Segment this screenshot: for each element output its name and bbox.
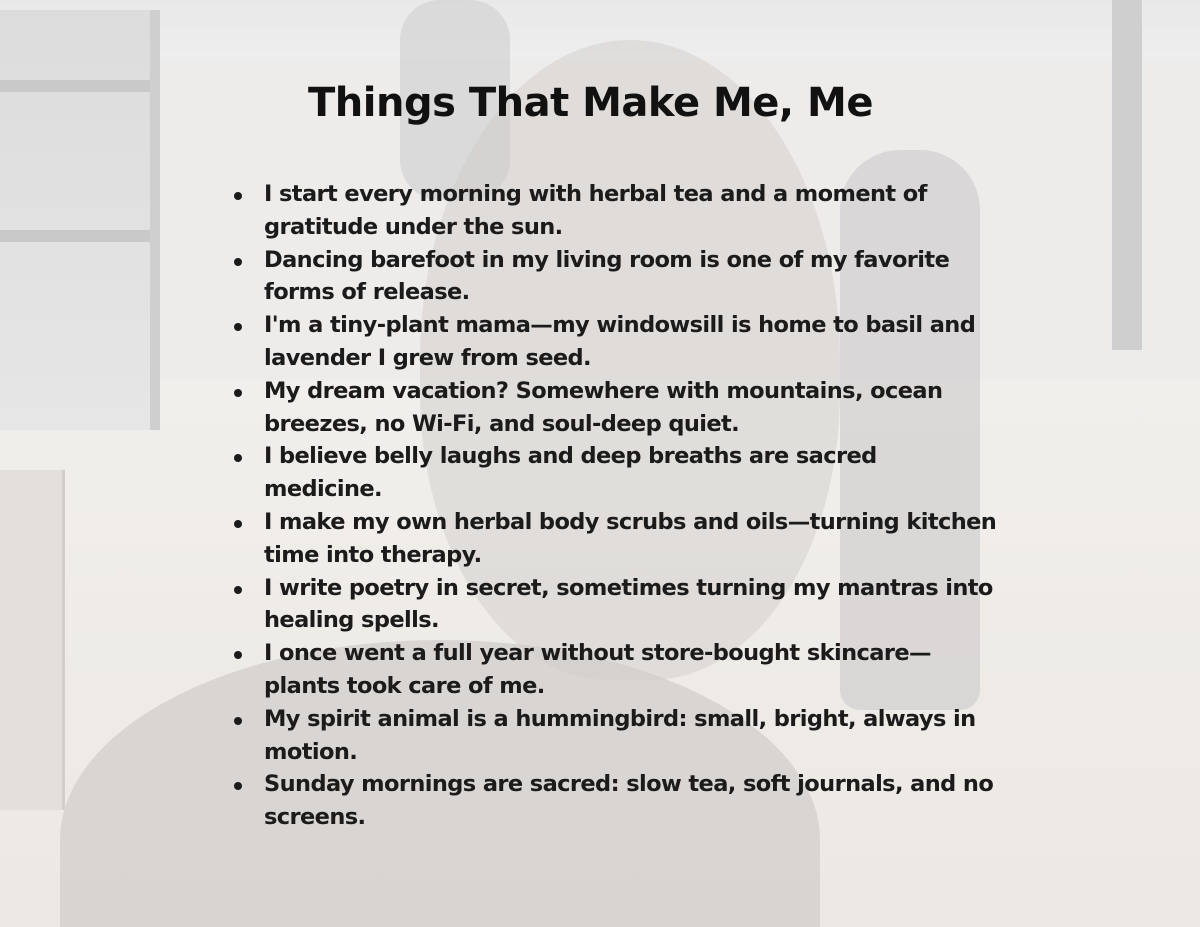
list-item [231,440,1001,506]
bullet-icon [234,782,242,790]
bullet-icon [234,717,242,725]
bullet-icon [234,192,242,200]
list-item-text: Sunday mornings are sacred: slow tea, soft journals, and no screens. [264,771,994,831]
facts-list [231,178,1001,834]
list-item-text: I believe belly laughs and deep breaths are sacred medicine. [264,443,877,503]
list-item-text: Dancing barefoot in my living room is one of my favorite forms of release. [264,246,950,306]
list-item [231,309,1001,375]
list-item [231,703,1001,769]
bullet-icon [234,389,242,397]
bullet-icon [234,258,242,266]
list-item-text: My dream vacation? Somewhere with mountains, ocean breezes, no Wi-Fi, and soul-deep quiet. [264,377,943,437]
bullet-icon [234,651,242,659]
list-item [231,375,1001,441]
list-item-text: I start every morning with herbal tea and a moment of gratitude under the sun. [264,181,927,240]
bullet-icon [234,520,242,528]
list-item-text: I'm a tiny-plant mama—my windowsill is home to basil and lavender I grew from seed. [264,312,976,371]
bullet-icon [234,454,242,462]
page-title: Things That Make Me, Me [308,80,873,126]
list-item-text: I write poetry in secret, sometimes turning my mantras into healing spells. [264,574,993,634]
list-item [231,506,1001,572]
list-item [231,572,1001,638]
list-item-text: I once went a full year without store-bought skincare—plants took care of me. [264,640,931,699]
bullet-icon [234,323,242,331]
list-item [231,178,1001,244]
list-item-text: I make my own herbal body scrubs and oils—turning kitchen time into therapy. [264,508,997,568]
list-item-text: My spirit animal is a hummingbird: small, bright, always in motion. [264,705,976,765]
bullet-icon [234,586,242,594]
list-item [231,768,1001,834]
list-item [231,637,1001,703]
list-item [231,244,1001,310]
